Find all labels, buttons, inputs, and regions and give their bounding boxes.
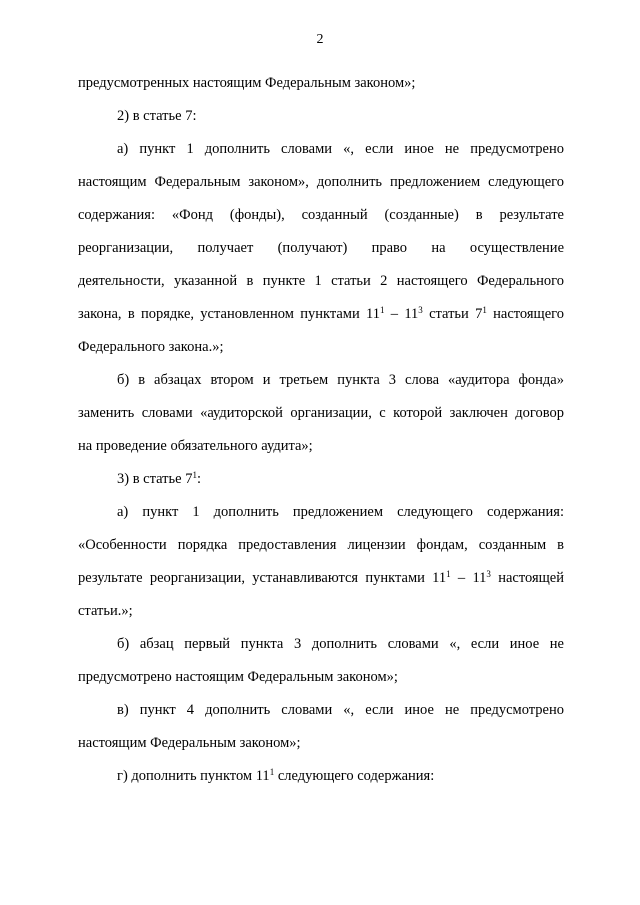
text-line: предусмотрено настоящим Федеральным законом»; <box>78 669 398 685</box>
superscript: 1 <box>482 305 487 315</box>
text-fragment: результате реорганизации, устанавливаются пунктами 11 <box>78 570 447 586</box>
text-fragment: г) дополнить пунктом 11 <box>117 768 270 784</box>
text-line: Федерального закона.»; <box>78 339 224 355</box>
text-line: настоящим Федеральным законом»; <box>78 735 301 751</box>
text-fragment: – 11 <box>384 306 419 322</box>
text-line: содержания: «Фонд (фонды), созданный (созданные) в результате <box>78 207 564 223</box>
text-line <box>78 568 564 588</box>
text-line: статьи.»; <box>78 603 133 619</box>
text-line: а) пункт 1 дополнить словами «, если иное не предусмотрено <box>117 141 564 157</box>
text-fragment: настоящей <box>490 570 564 586</box>
item-heading <box>117 469 564 489</box>
superscript: 1 <box>380 305 385 315</box>
text-fragment: – 11 <box>450 570 487 586</box>
superscript: 1 <box>446 569 451 579</box>
page-number: 2 <box>316 32 324 47</box>
text-line: настоящим Федеральным законом», дополнить предложением следующего <box>78 174 564 190</box>
superscript: 3 <box>418 305 423 315</box>
text-line: «Особенности порядка предоставления лицензии фондам, созданным в <box>78 537 564 553</box>
text-line <box>78 304 564 324</box>
superscript: 1 <box>192 470 197 480</box>
text-line: деятельности, указанной в пункте 1 статьи 2 настоящего Федерального <box>78 273 564 289</box>
text-fragment: закона, в порядке, установленном пунктами 11 <box>78 306 380 322</box>
superscript: 3 <box>486 569 491 579</box>
text-line <box>117 766 564 786</box>
text-fragment: статьи 7 <box>422 306 483 322</box>
text-line: в) пункт 4 дополнить словами «, если иное не предусмотрено <box>117 702 564 718</box>
text-fragment: 3) в статье 7 <box>117 471 193 487</box>
text-fragment: следующего содержания: <box>274 768 435 784</box>
text-line: б) в абзацах втором и третьем пункта 3 слова «аудитора фонда» <box>117 372 564 388</box>
text-line: заменить словами «аудиторской организации, с которой заключен договор <box>78 405 564 421</box>
text-line: предусмотренных настоящим Федеральным законом»; <box>78 75 416 91</box>
superscript: 1 <box>269 767 275 777</box>
item-heading: 2) в статье 7: <box>117 108 197 124</box>
text-fragment: настоящего <box>486 306 564 322</box>
text-line: а) пункт 1 дополнить предложением следующего содержания: <box>117 504 564 520</box>
text-line: реорганизации, получает (получают) право на осуществление <box>78 240 564 256</box>
text-line: на проведение обязательного аудита»; <box>78 438 313 454</box>
text-line: б) абзац первый пункта 3 дополнить словами «, если иное не <box>117 636 564 652</box>
text-fragment: : <box>196 471 201 487</box>
